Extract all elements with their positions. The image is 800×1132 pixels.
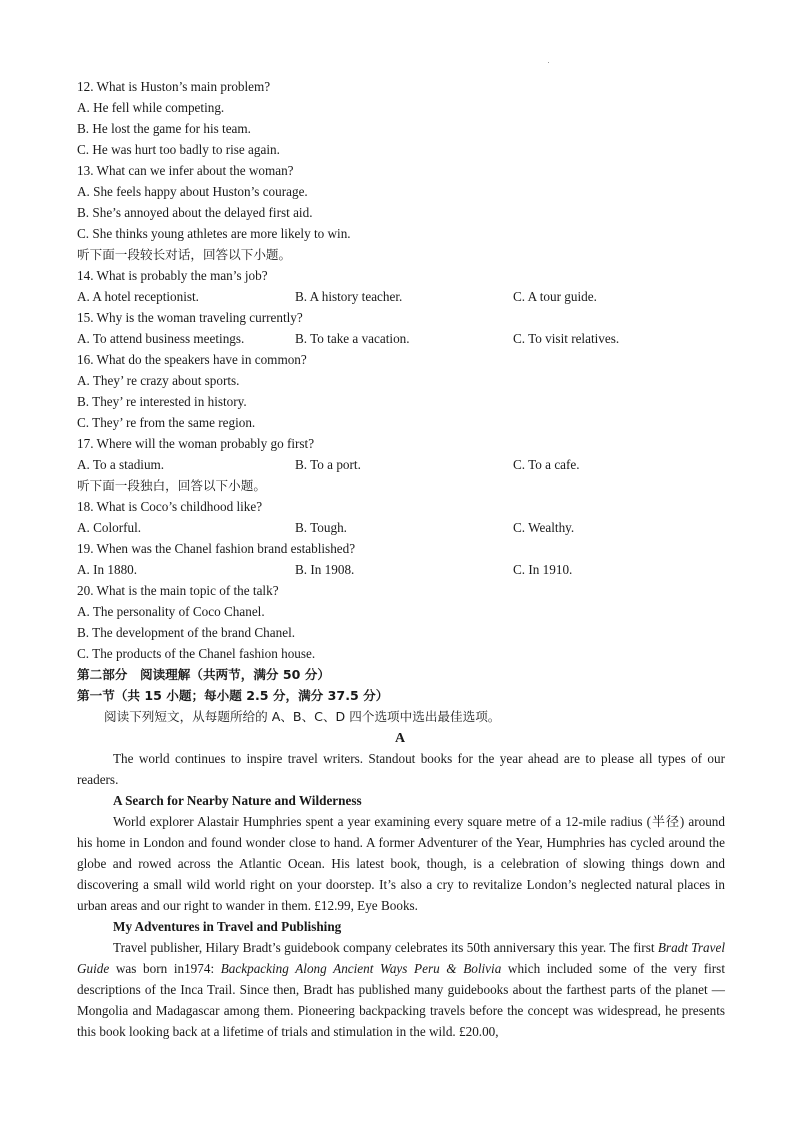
book1-body: World explorer Alastair Humphries spent a year examining every square metre of a 12-mile radius (半径) around his home in London and found wonder close to hand. A former Adventurer of the Year, Humphries has cycled around the globe and rowed across the Atlantic Ocean. His latest book, though, is a celebration of slowing things down and discovering a small wild world right on your doorstep. It’s also a cry to revitalize London’s neglected natural places in urban areas and our right to wander in them. £12.99, Eye Books. — [77, 814, 725, 913]
book2-body — [77, 938, 725, 1043]
passage-intro: The world continues to inspire travel writers. Standout books for the year ahead are to please all types of our readers. — [77, 751, 725, 787]
book2-guide-title: Bradt Travel Guide — [77, 940, 725, 976]
q20-option-a: A. The personality of Coco Chanel. — [77, 604, 265, 619]
question-19: 19. When was the Chanel fashion brand established? — [77, 541, 356, 556]
q16-option-a: A. They’ re crazy about sports. — [77, 373, 240, 388]
question-20: 20. What is the main topic of the talk? — [77, 583, 279, 598]
q19-option-a: A. In 1880. — [77, 562, 138, 577]
q20-option-c: C. The products of the Chanel fashion house. — [77, 646, 316, 661]
q15-option-c: C. To visit relatives. — [513, 331, 620, 346]
q17-option-c: C. To a cafe. — [513, 457, 580, 472]
q16-option-c: C. They’ re from the same region. — [77, 415, 256, 430]
q12-option-b: B. He lost the game for his team. — [77, 121, 251, 136]
book2-first-book-title: Backpacking Along Ancient Ways Peru & Bolivia — [220, 960, 502, 976]
q15-option-b: B. To take a vacation. — [295, 331, 410, 346]
q12-option-c: C. He was hurt too badly to rise again. — [77, 142, 280, 157]
question-12: 12. What is Huston’s main problem? — [77, 79, 271, 94]
q18-option-a: A. Colorful. — [77, 520, 142, 535]
q20-option-b: B. The development of the brand Chanel. — [77, 625, 296, 640]
passage-label: A — [394, 731, 406, 746]
q18-option-b: B. Tough. — [295, 520, 347, 535]
book2-text-1: Travel publisher, Hilary Bradt’s guidebook company celebrates its 50th anniversary this year. The first — [113, 940, 658, 955]
q13-option-a: A. She feels happy about Huston’s courage. — [77, 184, 308, 199]
instruction-monologue: 听下面一段独白，回答以下小题。 — [77, 478, 266, 493]
q12-option-a: A. He fell while competing. — [77, 100, 225, 115]
question-17: 17. Where will the woman probably go first? — [77, 436, 315, 451]
book2-title: My Adventures in Travel and Publishing — [113, 919, 342, 934]
question-13: 13. What can we infer about the woman? — [77, 163, 294, 178]
instruction-long-dialogue: 听下面一段较长对话，回答以下小题。 — [77, 247, 292, 262]
question-15: 15. Why is the woman traveling currently? — [77, 310, 303, 325]
book1-title: A Search for Nearby Nature and Wilderness — [113, 793, 362, 808]
q19-option-b: B. In 1908. — [295, 562, 355, 577]
q18-option-c: C. Wealthy. — [513, 520, 575, 535]
q17-option-b: B. To a port. — [295, 457, 361, 472]
q13-option-b: B. She’s annoyed about the delayed first aid. — [77, 205, 313, 220]
part-two-title: 第二部分 阅读理解（共两节，满分 50 分） — [77, 667, 330, 682]
q14-option-a: A. A hotel receptionist. — [77, 289, 199, 304]
q15-option-a: A. To attend business meetings. — [77, 331, 245, 346]
q16-option-b: B. They’ re interested in history. — [77, 394, 247, 409]
reading-instruction: 阅读下列短文，从每题所给的 A、B、C、D 四个选项中选出最佳选项。 — [104, 709, 501, 724]
q14-option-c: C. A tour guide. — [513, 289, 597, 304]
q17-option-a: A. To a stadium. — [77, 457, 165, 472]
section-one-title: 第一节（共 15 小题；每小题 2.5 分，满分 37.5 分） — [77, 688, 389, 703]
scan-speck — [548, 62, 549, 63]
q13-option-c: C. She thinks young athletes are more likely to win. — [77, 226, 351, 241]
q14-option-b: B. A history teacher. — [295, 289, 403, 304]
question-18: 18. What is Coco’s childhood like? — [77, 499, 263, 514]
question-16: 16. What do the speakers have in common? — [77, 352, 307, 367]
question-14: 14. What is probably the man’s job? — [77, 268, 268, 283]
q19-option-c: C. In 1910. — [513, 562, 573, 577]
book2-text-2: was born in1974: — [109, 960, 221, 976]
book2-text-3: which included some of the very first descriptions of the Inca Trail. Since then, Bradt has published many guidebooks about the farthest parts of the planet — Mongolia and Madagascar among them. Pioneering backpacking travels before the concept was widespread, he presents this book looking back at a lifetime of trials and stimulation in the wild. £20.00, — [77, 960, 725, 1039]
